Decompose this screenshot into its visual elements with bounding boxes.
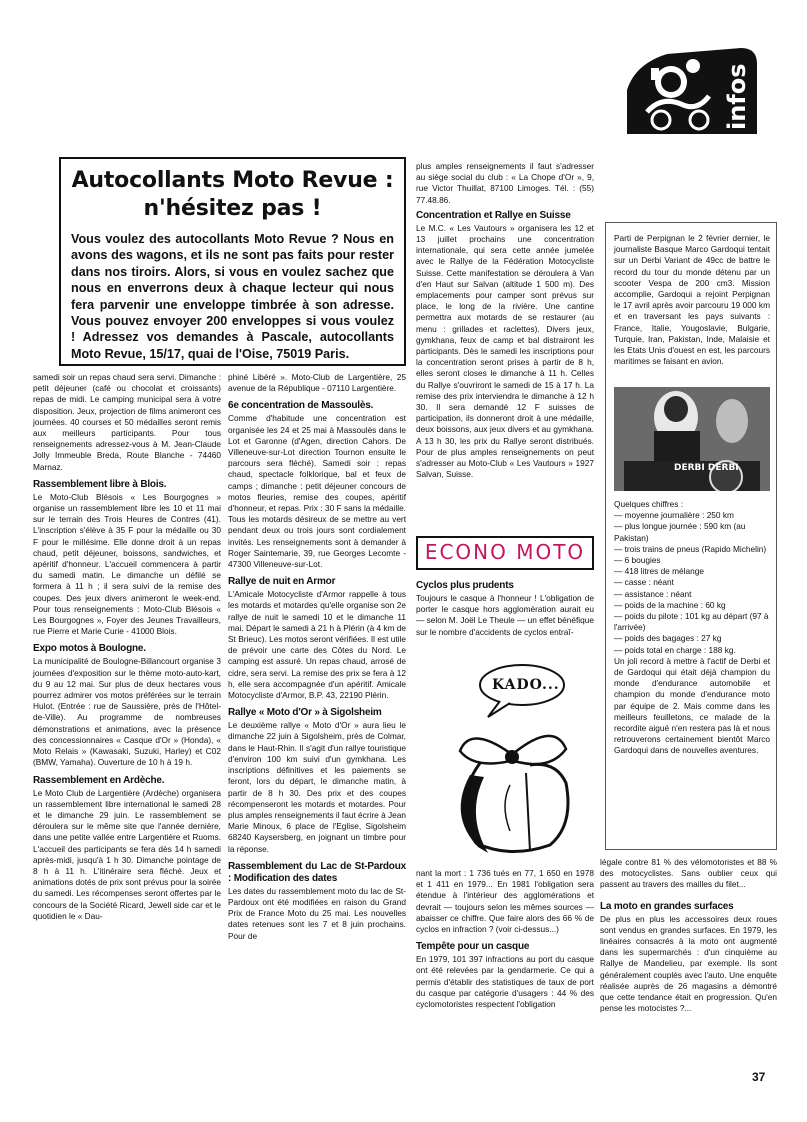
article-armor: L'Amicale Motocycliste d'Armor rappelle à tous les motards et motardes qu'elle organise son 2e rallye de nuit le samedi 10 et le dimanche 11 mai. Départ le samedi à 21 h à Plérin (à 4 km de St Brieuc). Les motos seront vérifiées. Il est utile de prévoir une carte des Côtes du Nord. Le camping est assuré. Un repas chaud, arrosé de cidre, sera servi. La remise des prix se fera à 12 h, elle sera accompagnée d'un apéritif. Amicale Motocycliste d'Armor, B.P. 43, 22190 Plérin.: [228, 589, 407, 701]
gardoqui-closing: Un joli record à mettre à l'actif de Derbi et de Gardoqui qui était déjà champion du monde d'endurance automobile et champion du monde d'endurance moto par équipe de 2. Mais comme dans les meilleurs feuilletons, ce malade de la recordite aiguë n'en restera pas là et nous retrouverons certainement bientôt Marco Gardoqui dans de nouvelles aventures.: [614, 655, 770, 756]
figure-item: — 418 litres de mélange: [614, 566, 704, 577]
derbi-photo: [614, 387, 770, 491]
figure-item: — poids des bagages : 27 kg: [614, 633, 722, 644]
econo-moto-banner: ECONO MOTO: [416, 536, 594, 570]
heading-blois: Rassemblement libre à Blois.: [33, 478, 167, 490]
heading-ardeche: Rassemblement en Ardèche.: [33, 774, 165, 786]
lead-title: [71, 167, 394, 223]
figure-item: — poids total en charge : 188 kg.: [614, 644, 736, 655]
helmet-gift-illustration: [430, 655, 590, 860]
derbi-sign: DERBI DERBI: [674, 463, 739, 473]
lead-title-line2: n'hésitez pas !: [143, 196, 322, 221]
article-massoules: Comme d'habitude une concentration est organisée les 24 et 25 mai à Massoulès dans le Lot et Garonne (d'Agen, direction Cahors. De Villeneuve-sur-Lot direction Tournon ensuite le parcours sera fléché). Samedi soir : repas chaud, spectacle folklorique, bal et feux de camps ; dimanche : petit déjeuner concours de motos fleuries, remise des coupes, apéritif d'honneur, et repas. Prix : 30 F sans la médaille. Tous les motards désireux de se mettre au vert pendant deux ou trois jours sont cordialement invités. Les renseignements sont à demander à Roger Saintemarie, 39, rue Georges Lecomte - 47300 Villeneuve-sur-Lot.: [228, 413, 406, 570]
figure-item: — 6 bougies: [614, 555, 661, 566]
article-casque-end: légale contre 81 % des vélomotoristes et 88 % des motocyclistes. Sans oublier ceux qui passent au travers des mailles du filet...: [600, 857, 777, 890]
article-boulogne: La municipalité de Boulogne-Billancourt organise 3 journées d'exposition sur le thème moto-auto-kart, du 9 au 12 mai. Sur plus de deux hectares vous pourrez admirer vos motos préférées sur le terrain Hulot. (Entrée : rue de Saussière, près de l'Hôtel-de-Ville). Au programme de nombreuses démonstrations et animations, avec la présence des concessionnaires « Casque d'Or » (Honda), « Moto Relais » (Kawasaki, Suzuki, Harley) et C02 (BMW, Yamaha). Ouverture de 10 h à 19 h.: [33, 656, 221, 768]
article-blois: Le Moto-Club Blésois « Les Bourgognes » organise un rassemblement libre les 10 et 11 mai sur le terrain des Trois Heures de Contres (41). L'inscription s'élève à 35 F pour la médaille ou 30 F pour le millésime. Elle donne droit à un repas chaud, petit déjeuner, boissons, sandwiches, et apéritif d'honneur. L'accueil commencera à partir du samedi matin. Le dimanche un défilé se formera à 11 h ; il sera suivi de la remise des coupes. Des jeux divers animeront le week-end. Pour tous renseignements : Moto-Club Blésois « Les Bourgognes », Foyer des Jeunes Travailleurs, rue Pierre et Marie Curie - 41000 Blois.: [33, 491, 221, 637]
article-suisse: Le M.C. « Les Vautours » organisera les 12 et 13 juillet prochains une concentration internationale, qui sera cette année jumelée avec le Rallye de la Fédération Motocycliste Suisse. Cette manifestation se déroulera à Van d'en Haut sur Salvan (altitude 1 500 m). Des emplacements pour camper sont prévus sur place, le long de la rivière. Une cantine permettra aux motards de se restaurer (au menu : grillades et raclettes). Divers jeux, gymkhana, feux de camp et bal distrairont les participants. Dès le samedi les inscriptions pour la concentration seront prises à partir de 8 h, elles seront closes le dimanche à 11 h. Celles du Rallye s'ouvriront le samedi de 15 à 17 h. La remise des prix interviendra le dimanche à 12 h 30. Il sera demandé 12 F suisses de participation, ils donneront droit à une médaille, deux boissons, aux jeux divers et au gymkhana. A 13 h 30, les prix du Rallye seront distribués. Pour de plus amples renseignements on peut s'adresser au Moto-Club « Les Vautours » 1927 Salvan, Suisse.: [416, 222, 594, 480]
heading-boulogne: Expo motos à Boulogne.: [33, 643, 146, 655]
figure-item: — assistance : néant: [614, 588, 692, 599]
figure-item: — trois trains de pneus (Rapido Michelin): [614, 543, 767, 554]
figure-item: — moyenne journalière : 250 km: [614, 510, 734, 521]
heading-casque: Tempête pour un casque: [416, 941, 530, 953]
article-surfaces: De plus en plus les accessoires deux roues sont vendus en grandes surfaces. En 1979, les linéaires consacrés à la moto ont augmenté dans les supermarchés : d'un cinquième au Rallye de Mandelieu, par exemple. Ils sont généralement couplés avec l'auto. Une enquête réalisée auprès de 26 magasins a démontré que cette tendance était en progression. Qu'en pense les motocistes ?...: [600, 913, 777, 1014]
figure-item: — plus longue journée : 590 km (au Pakistan): [614, 521, 746, 543]
page-number: 37: [752, 1070, 766, 1084]
figure-item: — poids de la machine : 60 kg: [614, 599, 726, 610]
lead-title-line1: Autocollants Moto Revue :: [71, 168, 394, 193]
column-3-cyclos: [416, 580, 594, 640]
figures-block: [614, 499, 770, 759]
column-3: [416, 161, 594, 482]
figure-item: — poids du pilote : 101 kg au départ (97 à l'arrivée): [614, 611, 769, 633]
gardoqui-sidebox: [605, 222, 777, 850]
article-casque: En 1979, 101 397 infractions au port du casque ont été relevées par la gendarmerie. Ce qui a permis d'établir des statistiques de taux de port du casque par catégorie d'usagers : 44 % des cyclomotoristes respectent l'obligation: [416, 954, 594, 1010]
col1-intro: samedi soir un repas chaud sera servi. Dimanche : petit déjeuner (café ou chocolat et croissants) repas de midi. Le camping municipal sera à votre disposition. Jeux, projection de films animeront ces journées. 40 courses et 50 médailles seront remis aux meilleurs participants. Pour tous renseignements adressez-vous à M. Jean-Claude Jolly Immeuble Breda, Route Blanche - 74460 Marnaz.: [33, 372, 221, 472]
kado-label: KADO...: [492, 677, 560, 693]
column-2: [228, 372, 406, 944]
heading-surfaces: La moto en grandes surfaces: [600, 900, 734, 912]
article-stpardoux: Les dates du rassemblement moto du lac de St-Pardoux ont été modifiées en raison du Grand Prix de France Moto du 25 mai. Les nouvelles dates retenues sont les 7 et 8 juin prochains. Pour de: [228, 885, 406, 941]
col2-intro: phiné Libéré ». Moto-Club de Largentière, 25 avenue de la République - 07110 Largentière.: [228, 372, 406, 394]
column-4-lower: [600, 857, 777, 1016]
article-cyclos-continued: nant la mort : 1 736 tués en 77, 1 650 en 1978 et 1 411 en 1979... En 1981 l'obligation sera étendue à l'intérieur des agglomérations et devrait — toujours selon les mêmes sources — abaisser ce chiffre. Que faire alors des 66 % de cyclos en infraction ? (voir ci-dessus...): [416, 868, 594, 935]
heading-sigolsheim: Rallye « Moto d'Or » à Sigolsheim: [228, 707, 382, 719]
gardoqui-intro: Parti de Perpignan le 2 février dernier, le journaliste Basque Marco Gardoqui tentait sur un Derbi Variant de 49cc de battre le record du tour du monde détenu par un scooter Vespa de 200 cm3. Mission accomplie, Gardoqui a rejoint Perpignan le 17 avril après avoir parcouru 19 000 km et en traversant les pays suivants : France, Italie, Yougoslavie, Bulgarie, Turquie, Iran, Pakistan, Inde, Malaisie et les Etats Unis d'ouest en est, les parcours maritimes se faisant en avion.: [614, 233, 770, 367]
col3-intro: plus amples renseignements il faut s'adresser au siège social du club : « La Chope d'Or », 9, rue Victor Thuillat, 87100 Limoges. Tél. : (55) 77.48.86.: [416, 161, 594, 205]
figure-item: — casse : néant: [614, 577, 674, 588]
figures-list: [614, 510, 770, 656]
column-3-lower: [416, 868, 594, 1012]
rider-photo-icon: [614, 387, 770, 491]
infos-logo: [623, 42, 761, 138]
heading-stpardoux: Rassemblement du Lac de St-Pardoux : Modification des dates: [228, 860, 406, 884]
lead-box: [59, 157, 406, 366]
logo-text: infos: [723, 63, 751, 131]
heading-massoules: 6e concentration de Massoulès.: [228, 400, 374, 412]
column-1: [33, 372, 221, 924]
heading-cyclos: Cyclos plus prudents: [416, 580, 514, 591]
heading-suisse: Concentration et Rallye en Suisse: [416, 209, 571, 221]
article-cyclos: Toujours le casque à l'honneur ! L'obligation de porter le casque hors agglomération aurait eu — selon M. Joël Le Theule — un effet bénéfique sur le nombre d'accidents de cyclos entraî-: [416, 593, 594, 637]
article-ardeche: Le Moto Club de Largentière (Ardèche) organisera un rassemblement libre international le samedi 28 et le dimanche 29 juin. Le rassemblement se déroulera sur le même site que l'année dernière, dans une petite vallée entre Largentière et Ruoms. L'accueil des participants se fera dès 14 h samedi après-midi, jusqu'à 1 h 30. Dimanche pointage de 8 h à 11 h. L'itinéraire sera fléché. Jeux et animations dotés de prix sont prévus pour la soirée du samedi. Les récompenses seront offertes par le concours de la Société Ricard, Jewell side car et le quotidien le « Dau-: [33, 787, 221, 921]
heading-armor: Rallye de nuit en Armor: [228, 576, 336, 588]
article-sigolsheim: Le deuxième rallye « Moto d'Or » aura lieu le dimanche 22 juin à Sigolsheim, près de Colmar, dans le Haut-Rhin. Il s'agit d'un rallye touristique d'environ 100 km suivi d'un gymkhana. Les inscriptions définitives et les paiements se feront, lors du départ, le dimanche matin, à partir de 8 h 30. Des prix et des coupes récompenseront les motards et motardes. Pour plus amples renseignements il faut écrire à Jean Marie Minoux, 6 place de l'Eglise, Sigolsheim 68240 Kaysersberg, en joignant un timbre pour la réponse.: [228, 720, 407, 854]
figures-title: Quelques chiffres :: [614, 499, 684, 509]
lead-body: Vous voulez des autocollants Moto Revue ? Nous en avons des wagons, et ils ne sont pas faits pour rester dans nos tiroirs. Alors, si vous en voulez sachez que nous en enverrons deux à chaque lecteur qui nous fera parvenir une enveloppe timbrée à son adresse. Vous pouvez envoyer 200 enveloppes si vous voulez ! Adressez vos demandes à Pascale, autocollants Moto Revue, 15/17, quai de l'Oise, 75019 Paris.: [71, 232, 394, 361]
